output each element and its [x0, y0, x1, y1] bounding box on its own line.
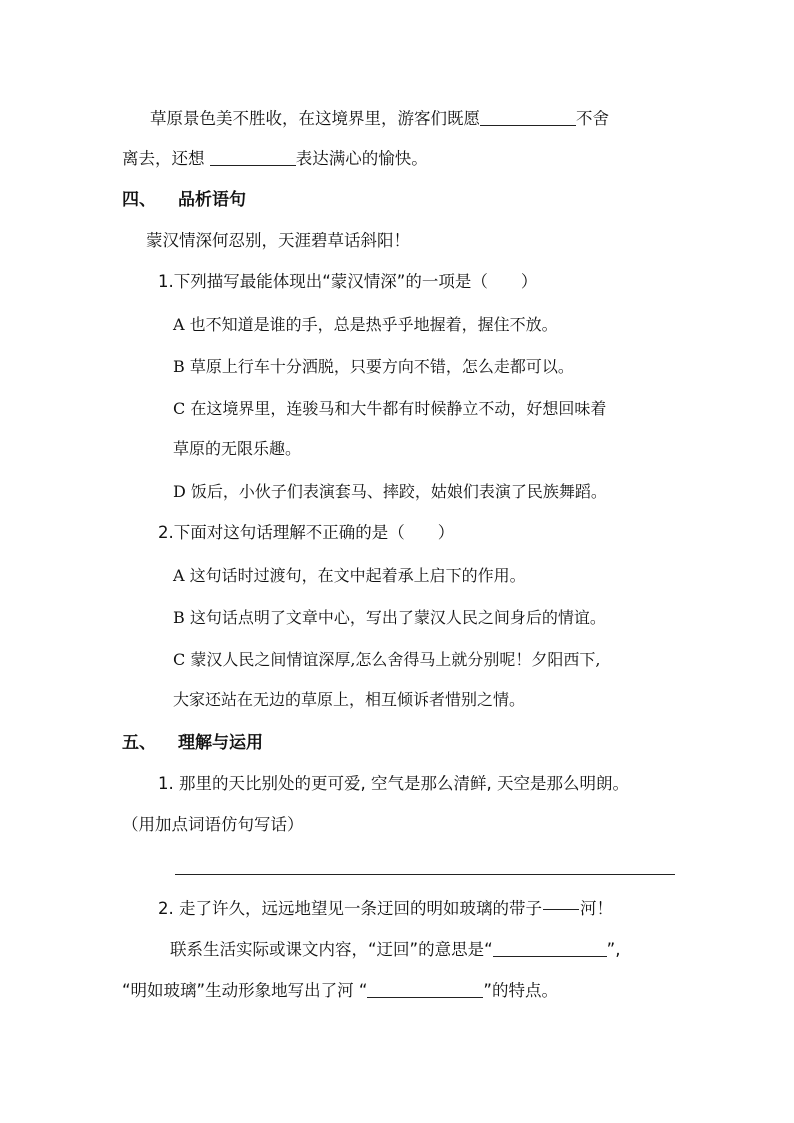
- s4-q1-option-d: D 饭后，小伙子们表演套马、摔跤，姑娘们表演了民族舞蹈。: [173, 482, 607, 501]
- section-4-title: 品析语句: [178, 190, 246, 210]
- blank-2[interactable]: [210, 149, 296, 166]
- s3-line-1: [150, 107, 609, 131]
- s4-q1-option-c-line1: C 在这境界里，连骏马和大牛都有时候静立不动，好想回味着: [173, 399, 607, 418]
- s4-q1-option-c-line2: 草原的无限乐趣。: [173, 439, 302, 458]
- section-4-number: 四、: [122, 190, 156, 210]
- s3-line1-before: 草原景色美不胜收，在这境界里，游客们既愿: [150, 109, 480, 128]
- s4-quote: 蒙汉情深何忍别，天涯碧草话斜阳！: [146, 231, 410, 250]
- s5-q2-sub: [170, 938, 620, 962]
- s3-line2-after: 表达满心的愉快。: [295, 149, 428, 168]
- s5-q2-last: [122, 979, 558, 1003]
- s5-question-1: 1. 那里的天比别处的更可爱, 空气是那么清鲜, 天空是那么明朗。: [158, 774, 629, 793]
- s5-q2-after: 河！: [580, 899, 613, 918]
- s4-question-1: 1.下列描写最能体现出“蒙汉情深”的一项是（ ）: [158, 272, 538, 291]
- blank-3[interactable]: [493, 940, 607, 957]
- s5-q2-sub-after: ”,: [606, 940, 621, 959]
- em-dash: [543, 900, 579, 910]
- s5-q2-last-after: ”的特点。: [483, 981, 558, 1000]
- s5-q1-hint: （用加点词语仿句写话）: [122, 815, 304, 834]
- section-5-number: 五、: [122, 733, 156, 753]
- s4-q2-option-c-line2: 大家还站在无边的草原上，相互倾诉者惜别之情。: [173, 690, 526, 709]
- s4-question-2: 2.下面对这句话理解不正确的是（ ）: [158, 523, 455, 542]
- s4-q1-option-b: B 草原上行车十分洒脱，只要方向不错，怎么走都可以。: [173, 357, 574, 376]
- s3-line2-before: 离去，还想: [122, 149, 205, 168]
- blank-4[interactable]: [367, 981, 483, 998]
- s5-q2-before: 2. 走了许久，远远地望见一条迂回的明如玻璃的带子: [158, 899, 542, 918]
- s5-q2-last-before: “明如玻璃”生动形象地写出了河 “: [122, 981, 368, 1000]
- answer-line[interactable]: [175, 873, 675, 875]
- s5-question-2: [158, 897, 613, 921]
- section-5-title: 理解与运用: [178, 733, 263, 753]
- section-4-heading: [122, 188, 246, 212]
- s4-q2-option-c-line1: C 蒙汉人民之间情谊深厚,怎么舍得马上就分别呢！夕阳西下,: [173, 650, 601, 669]
- s3-line-2: [122, 147, 428, 171]
- s4-q1-option-a: A 也不知道是谁的手，总是热乎乎地握着，握住不放。: [173, 315, 558, 334]
- section-5-heading: [122, 731, 263, 755]
- blank-1[interactable]: [480, 109, 576, 126]
- s4-q2-option-b: B 这句话点明了文章中心，写出了蒙汉人民之间身后的情谊。: [173, 608, 606, 627]
- s5-q2-sub-before: 联系生活实际或课文内容，“迂回”的意思是“: [170, 940, 493, 959]
- s4-q2-option-a: A 这句话时过渡句，在文中起着承上启下的作用。: [173, 566, 526, 585]
- s3-line1-after: 不舍: [576, 109, 609, 128]
